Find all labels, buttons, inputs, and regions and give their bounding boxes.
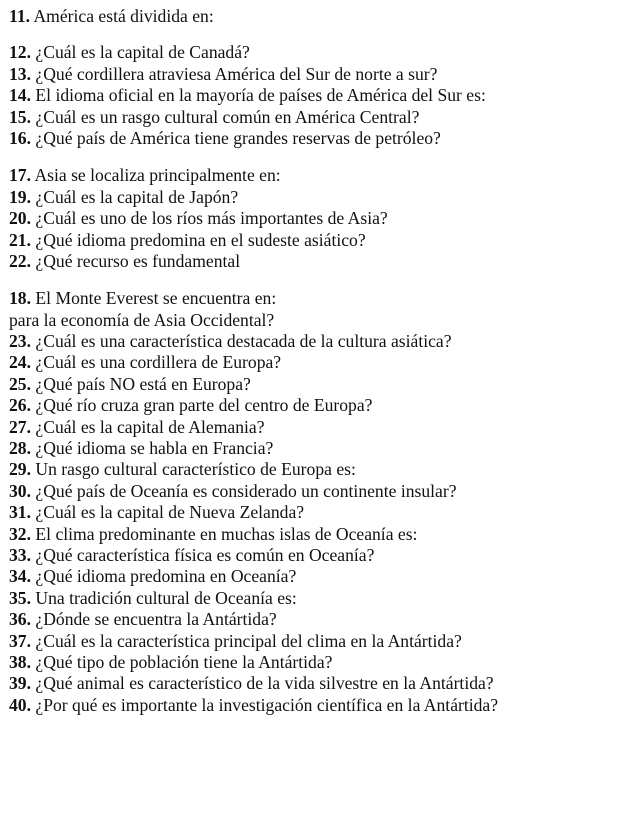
question-item [9, 695, 619, 716]
question-text: ¿Qué recurso es fundamental [35, 250, 241, 271]
question-number: 19. [9, 186, 31, 207]
question-number: 20. [9, 208, 31, 229]
question-number: 28. [9, 438, 31, 459]
question-text: ¿Qué país de Oceanía es considerado un continente insular? [35, 480, 457, 501]
question-continuation [9, 310, 619, 331]
question-item [9, 165, 619, 186]
spacer [9, 272, 619, 288]
question-item [9, 673, 619, 694]
question-number: 22. [9, 250, 31, 271]
question-number: 18. [9, 288, 31, 309]
question-number: 37. [9, 630, 31, 651]
question-number: 16. [9, 127, 31, 148]
question-item [9, 588, 619, 609]
question-number: 30. [9, 480, 31, 501]
question-text: ¿Cuál es una característica destacada de la cultura asiática? [35, 331, 452, 352]
question-number: 21. [9, 229, 31, 250]
question-text: ¿Qué característica física es común en Oceanía? [35, 544, 375, 565]
question-number: 12. [9, 42, 31, 63]
question-number: 15. [9, 106, 31, 127]
question-group-america [9, 42, 619, 149]
question-group-america-intro [9, 6, 619, 27]
question-number: 34. [9, 566, 31, 587]
question-text: El idioma oficial en la mayoría de países de América del Sur es: [35, 85, 486, 106]
question-number: 23. [9, 331, 31, 352]
question-number: 38. [9, 651, 31, 672]
question-item [9, 251, 619, 272]
question-text: Un rasgo cultural característico de Europa es: [35, 459, 356, 480]
question-item [9, 85, 619, 106]
question-item [9, 288, 619, 309]
question-text: ¿Qué cordillera atraviesa América del Sur de norte a sur? [35, 63, 438, 84]
question-item [9, 481, 619, 502]
question-number: 40. [9, 694, 31, 715]
question-number: 13. [9, 63, 31, 84]
question-text: ¿Qué país de América tiene grandes reservas de petróleo? [35, 127, 441, 148]
question-number: 11. [9, 6, 31, 26]
question-item [9, 417, 619, 438]
question-item [9, 42, 619, 63]
question-number: 32. [9, 523, 31, 544]
question-text: ¿Cuál es una cordillera de Europa? [35, 352, 282, 373]
question-number: 29. [9, 459, 31, 480]
question-text: ¿Qué animal es característico de la vida silvestre en la Antártida? [35, 673, 494, 694]
question-text: para la economía de Asia Occidental? [9, 309, 275, 330]
question-item [9, 331, 619, 352]
question-text: ¿Cuál es la capital de Alemania? [35, 416, 265, 437]
question-item [9, 631, 619, 652]
question-item [9, 352, 619, 373]
question-item [9, 545, 619, 566]
question-number: 26. [9, 395, 31, 416]
question-text: ¿Qué idioma predomina en el sudeste asiático? [35, 229, 366, 250]
question-number: 35. [9, 587, 31, 608]
question-text: ¿Dónde se encuentra la Antártida? [35, 609, 277, 630]
question-item [9, 524, 619, 545]
question-text: ¿Qué idioma se habla en Francia? [35, 438, 274, 459]
question-number: 39. [9, 673, 31, 694]
question-text: América está dividida en: [33, 6, 214, 26]
question-item [9, 187, 619, 208]
question-text: El clima predominante en muchas islas de Oceanía es: [35, 523, 418, 544]
question-item [9, 374, 619, 395]
question-text: ¿Qué río cruza gran parte del centro de Europa? [35, 395, 373, 416]
question-number: 25. [9, 373, 31, 394]
question-text: ¿Cuál es la capital de Canadá? [35, 42, 250, 63]
question-number: 27. [9, 416, 31, 437]
question-item [9, 208, 619, 229]
question-text: El Monte Everest se encuentra en: [35, 288, 277, 309]
question-number: 17. [9, 165, 31, 186]
question-item [9, 609, 619, 630]
question-item [9, 438, 619, 459]
question-text: ¿Cuál es la característica principal del clima en la Antártida? [35, 630, 462, 651]
question-text: ¿Cuál es un rasgo cultural común en América Central? [35, 106, 420, 127]
question-item [9, 652, 619, 673]
question-group-asia [9, 165, 619, 272]
question-item [9, 566, 619, 587]
question-text: ¿Por qué es importante la investigación científica en la Antártida? [35, 694, 499, 715]
question-number: 24. [9, 352, 31, 373]
question-text: ¿Cuál es la capital de Japón? [35, 186, 239, 207]
question-text: ¿Cuál es la capital de Nueva Zelanda? [35, 502, 305, 523]
question-text: ¿Qué idioma predomina en Oceanía? [35, 566, 297, 587]
question-item [9, 64, 619, 85]
spacer [9, 27, 619, 42]
question-item [9, 128, 619, 149]
question-item [9, 6, 619, 27]
question-group-europe-oceania-antarctica [9, 288, 619, 716]
question-number: 36. [9, 609, 31, 630]
question-text: Asia se localiza principalmente en: [34, 165, 281, 186]
question-text: Una tradición cultural de Oceanía es: [35, 587, 297, 608]
question-item [9, 459, 619, 480]
question-number: 14. [9, 85, 31, 106]
question-item [9, 502, 619, 523]
question-item [9, 230, 619, 251]
question-number: 31. [9, 502, 31, 523]
question-list [9, 6, 619, 716]
question-item [9, 107, 619, 128]
question-number: 33. [9, 544, 31, 565]
question-text: ¿Qué tipo de población tiene la Antártida? [35, 651, 333, 672]
question-text: ¿Qué país NO está en Europa? [35, 373, 251, 394]
spacer [9, 149, 619, 165]
question-item [9, 395, 619, 416]
question-text: ¿Cuál es uno de los ríos más importantes de Asia? [35, 208, 388, 229]
